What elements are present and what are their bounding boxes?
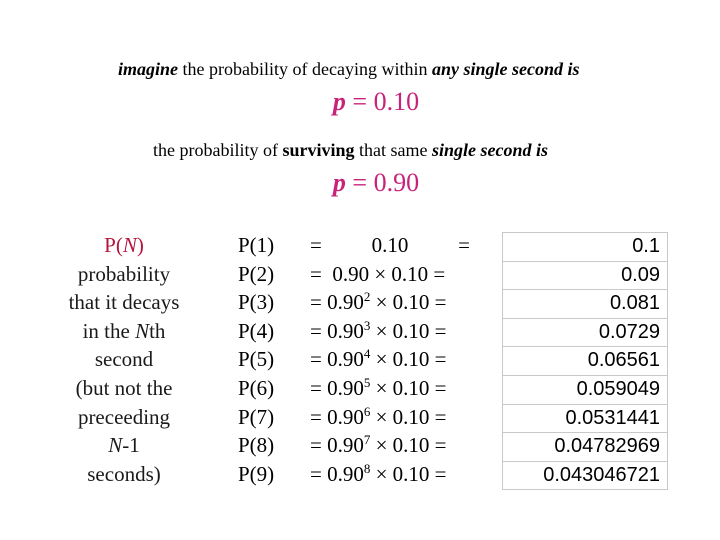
p-decay-value	[0, 87, 720, 117]
p-label: P(1)	[238, 233, 275, 257]
probability-labels	[238, 231, 274, 488]
note-line: seconds)	[87, 461, 161, 486]
p-decay-number: = 0.10	[345, 87, 420, 116]
definition-note	[44, 231, 204, 488]
survival-probability-statement	[153, 140, 548, 161]
expression-row: = $0.90^2 \times 0.10$ =	[310, 289, 447, 315]
result-cell[interactable]: 0.0729	[503, 318, 667, 347]
p-survive-value	[0, 168, 720, 198]
p-label: P(5)	[238, 347, 275, 372]
note-line: probability	[77, 261, 171, 286]
results-table	[502, 232, 668, 490]
expression-row: = $0.90^5 \times 0.10$ =	[310, 374, 447, 400]
any-single-second-emphasis: any single second is	[431, 59, 580, 79]
p-label: P(2)	[238, 261, 275, 286]
note-line: preceeding	[77, 404, 171, 429]
result-cell[interactable]: 0.059049	[503, 375, 667, 404]
surviving-word: surviving	[282, 140, 355, 160]
expression-row: = $0.90^4 \times 0.10$ =	[310, 346, 447, 372]
expression-row: = $0.90^7 \times 0.10$ =	[310, 432, 447, 458]
result-cell[interactable]: 0.04782969	[503, 432, 667, 461]
note-line: second	[94, 347, 154, 372]
p-label: P(3)	[238, 290, 275, 315]
note-line: in the Nth	[82, 318, 166, 343]
result-cell[interactable]: 0.09	[503, 261, 667, 290]
p-symbol: p	[332, 87, 346, 116]
result-cell[interactable]: 0.081	[503, 289, 667, 318]
expression-row: = 0.90 × 0.10 =	[310, 261, 446, 286]
note-line: (but not the	[75, 375, 173, 400]
p-label: P(6)	[238, 375, 275, 400]
decay-probability-statement	[118, 59, 579, 80]
p-survive-number: = 0.90	[345, 168, 420, 197]
note-line: N-1	[108, 433, 140, 458]
result-cell[interactable]: 0.043046721	[503, 461, 667, 490]
statement-text: the probability of	[153, 140, 283, 160]
note-line: P(N)	[104, 233, 144, 257]
note-line: that it decays	[68, 290, 180, 315]
expression-list	[310, 231, 470, 488]
result-cell[interactable]: 0.0531441	[503, 404, 667, 433]
single-second-emphasis: single second is	[432, 140, 549, 160]
p-symbol: p	[332, 168, 346, 197]
result-cell[interactable]: 0.1	[632, 235, 660, 257]
p-label: P(9)	[238, 461, 275, 486]
expression-row: = $0.90^6 \times 0.10$ =	[310, 403, 447, 429]
expression-row: = 0.10 =	[310, 233, 470, 257]
expression-row: = $0.90^3 \times 0.10$ =	[310, 317, 447, 343]
p-label: P(7)	[238, 404, 275, 429]
statement-text: that same	[354, 140, 432, 160]
imagine-word: imagine	[118, 59, 179, 79]
p-label: P(8)	[238, 433, 275, 458]
statement-text: the probability of decaying within	[178, 59, 432, 79]
expression-row: = $0.90^8 \times 0.10$ =	[310, 460, 447, 486]
p-label: P(4)	[238, 318, 275, 343]
result-cell[interactable]: 0.06561	[503, 346, 667, 375]
